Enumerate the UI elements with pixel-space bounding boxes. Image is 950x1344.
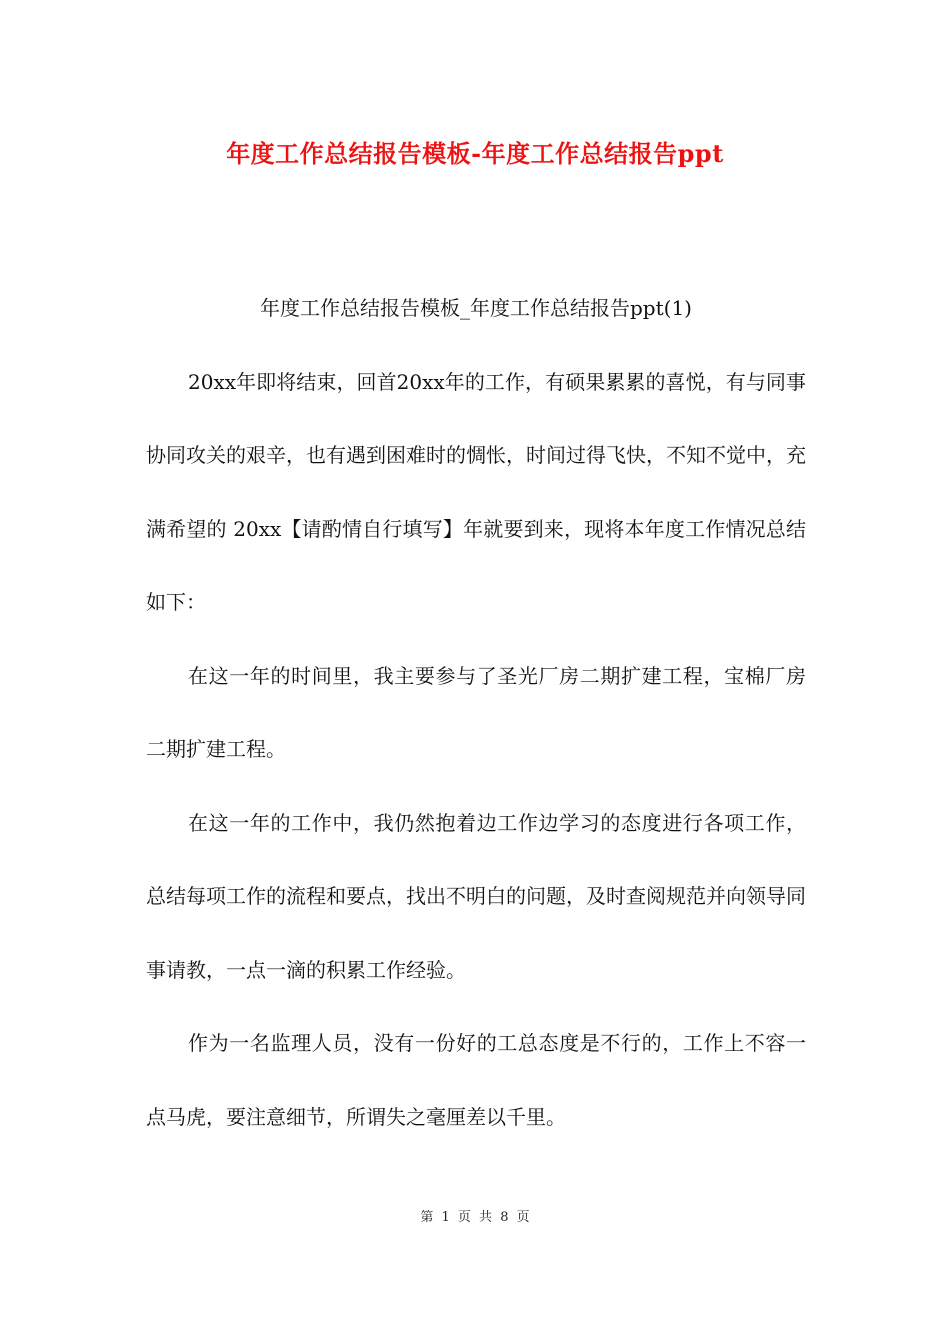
document-body [146,272,806,1154]
page-number-footer: 第 1 页 共 8 页 [420,1210,530,1225]
paragraph-3: 在这一年的工作中，我仍然抱着边工作边学习的态度进行各项工作，总结每项工作的流程和要点，找出不明白的问题，及时查阅规范并向领导同事请教，一点一滴的积累工作经验。 [146,810,806,982]
paragraph-2: 在这一年的时间里，我主要参与了圣光厂房二期扩建工程，宝棉厂房二期扩建工程。 [146,663,806,761]
paragraph-1: 20xx年即将结束，回首20xx年的工作，有硕果累累的喜悦，有与同事协同攻关的艰辛，也有遇到困难时的惆怅，时间过得飞快，不知不觉中，充满希望的 20xx【请酌情自行填写】年就要到来，现将本年度工作情况总结如下： [146,369,806,614]
paragraph-4: 作为一名监理人员，没有一份好的工总态度是不行的，工作上不容一点马虎，要注意细节，所谓失之毫厘差以千里。 [146,1031,806,1129]
document-title: 年度工作总结报告模板-年度工作总结报告ppt [226,139,724,168]
document-subtitle: 年度工作总结报告模板_年度工作总结报告ppt(1) [260,296,692,320]
